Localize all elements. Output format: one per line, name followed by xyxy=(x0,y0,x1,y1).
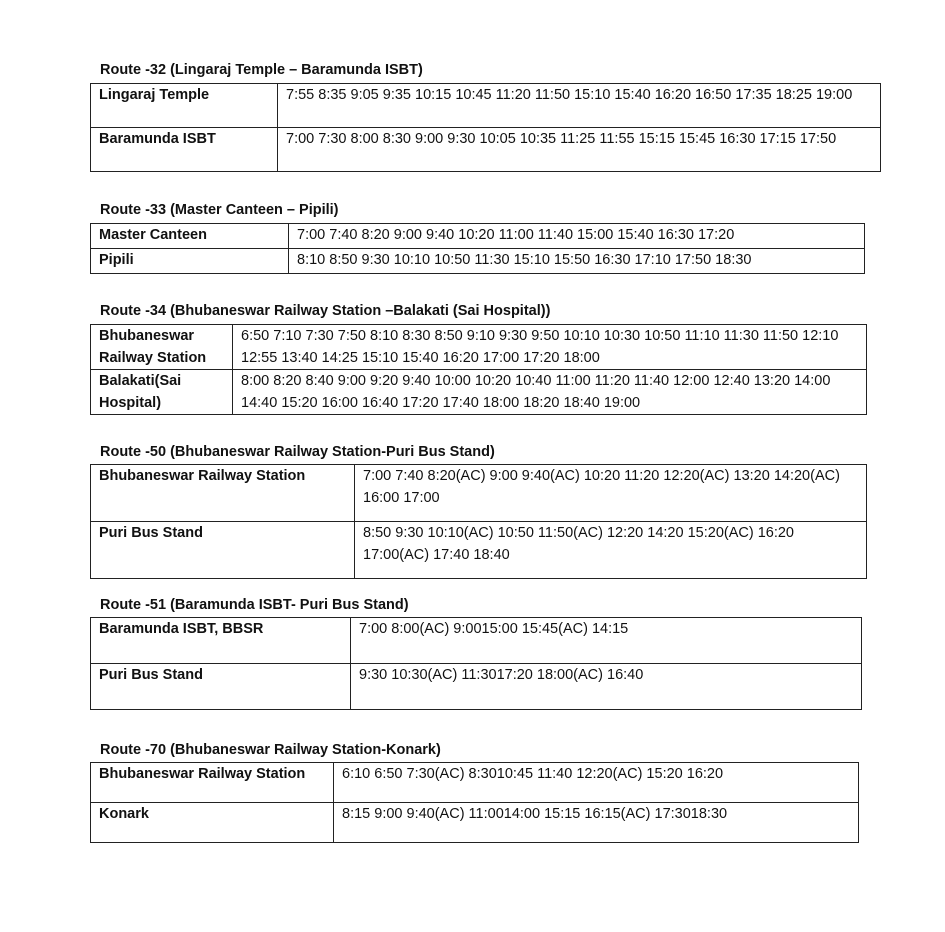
departure-times: 8:50 9:30 10:10(AC) 10:50 11:50(AC) 12:20 14:20 15:20(AC) 16:20 17:00(AC) 17:40 18:40 xyxy=(355,522,867,579)
stop-name: Pipili xyxy=(91,249,289,274)
stop-name: Puri Bus Stand xyxy=(91,522,355,579)
stop-name: Baramunda ISBT, BBSR xyxy=(91,618,351,664)
stop-name: Bhubaneswar Railway Station xyxy=(91,325,233,370)
stop-name: Puri Bus Stand xyxy=(91,664,351,710)
table-row xyxy=(91,618,862,664)
table-row xyxy=(91,370,867,415)
stop-name: Lingaraj Temple xyxy=(91,84,278,128)
route-title: Route -34 (Bhubaneswar Railway Station –Balakati (Sai Hospital)) xyxy=(100,303,551,319)
schedule-table xyxy=(90,464,867,579)
table-row xyxy=(91,465,867,522)
schedule-table xyxy=(90,223,865,274)
schedule-table xyxy=(90,324,867,415)
departure-times: 7:00 7:40 8:20(AC) 9:00 9:40(AC) 10:20 11:20 12:20(AC) 13:20 14:20(AC) 16:00 17:00 xyxy=(355,465,867,522)
table-row xyxy=(91,325,867,370)
table-row xyxy=(91,224,865,249)
departure-times: 8:15 9:00 9:40(AC) 11:0014:00 15:15 16:15(AC) 17:3018:30 xyxy=(334,803,859,843)
stop-name: Master Canteen xyxy=(91,224,289,249)
departure-times: 6:10 6:50 7:30(AC) 8:3010:45 11:40 12:20(AC) 15:20 16:20 xyxy=(334,763,859,803)
table-row xyxy=(91,803,859,843)
schedule-table xyxy=(90,617,862,710)
departure-times: 8:00 8:20 8:40 9:00 9:20 9:40 10:00 10:20 10:40 11:00 11:20 11:40 12:00 12:40 13:20 14:00 14:40 15:20 16:00 16:40 17:20 17:40 18:00 18:20 18:40 19:00 xyxy=(233,370,867,415)
stop-name: Baramunda ISBT xyxy=(91,128,278,172)
stop-name: Balakati(Sai Hospital) xyxy=(91,370,233,415)
stop-name: Bhubaneswar Railway Station xyxy=(91,465,355,522)
stop-name: Bhubaneswar Railway Station xyxy=(91,763,334,803)
route-title: Route -51 (Baramunda ISBT- Puri Bus Stand) xyxy=(100,597,409,613)
departure-times: 6:50 7:10 7:30 7:50 8:10 8:30 8:50 9:10 9:30 9:50 10:10 10:30 10:50 11:10 11:30 11:50 12:10 12:55 13:40 14:25 15:10 15:40 16:20 17:00 17:20 18:00 xyxy=(233,325,867,370)
route-title: Route -32 (Lingaraj Temple – Baramunda ISBT) xyxy=(100,62,423,78)
table-row xyxy=(91,664,862,710)
departure-times: 7:00 7:30 8:00 8:30 9:00 9:30 10:05 10:35 11:25 11:55 15:15 15:45 16:30 17:15 17:50 xyxy=(278,128,881,172)
schedule-table xyxy=(90,83,881,172)
stop-name: Konark xyxy=(91,803,334,843)
departure-times: 9:30 10:30(AC) 11:3017:20 18:00(AC) 16:40 xyxy=(351,664,862,710)
table-row xyxy=(91,84,881,128)
departure-times: 7:55 8:35 9:05 9:35 10:15 10:45 11:20 11:50 15:10 15:40 16:20 16:50 17:35 18:25 19:00 xyxy=(278,84,881,128)
route-title: Route -50 (Bhubaneswar Railway Station-Puri Bus Stand) xyxy=(100,444,495,460)
schedule-table xyxy=(90,762,859,843)
table-row xyxy=(91,128,881,172)
departure-times: 8:10 8:50 9:30 10:10 10:50 11:30 15:10 15:50 16:30 17:10 17:50 18:30 xyxy=(289,249,865,274)
departure-times: 7:00 7:40 8:20 9:00 9:40 10:20 11:00 11:40 15:00 15:40 16:30 17:20 xyxy=(289,224,865,249)
table-row xyxy=(91,249,865,274)
route-title: Route -33 (Master Canteen – Pipili) xyxy=(100,202,339,218)
departure-times: 7:00 8:00(AC) 9:0015:00 15:45(AC) 14:15 xyxy=(351,618,862,664)
route-title: Route -70 (Bhubaneswar Railway Station-Konark) xyxy=(100,742,441,758)
table-row xyxy=(91,763,859,803)
table-row xyxy=(91,522,867,579)
